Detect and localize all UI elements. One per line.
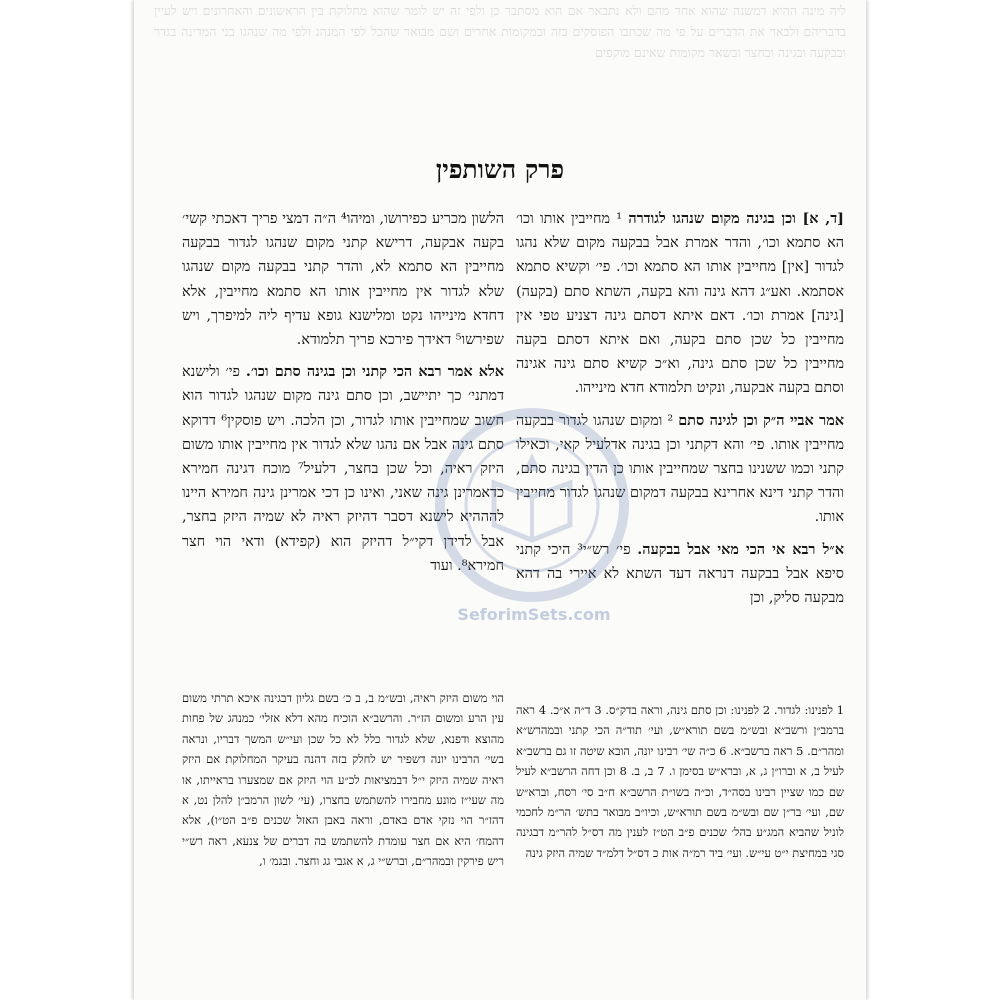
paragraph [182,207,504,352]
book-page [134,0,866,1000]
paragraph-text: פי׳ רש״י³ היכי קתני סיפא אבל בבקעה דנראה דעד השתא לא איירי בה דהא מבקעה סליק, וכן [516,541,844,607]
watermark-text: SeforimSets.com [457,605,611,624]
seal-watermark-icon [432,405,632,605]
paragraph-heading: [ד, א] וכן בגינה מקום שנהגו לגודרה [628,210,844,227]
paragraph-text: פי׳ ולישנא דמתני׳ כך יתיישב, וכן סתם גינה מקום שנהגו לגדור הוא חשוב שמחייבין אותו לגדור, וכן הלכה. ויש פוסקין⁶ דדוקא סתם גינה אבל אם נהגו שלא לגדור אין מחייבין אותו משום היזק ראיה, וכל שכן בחצר, דלעיל⁷ מוכח דגינה חמירא כדאמרינן גינה שאני, ואינו כן דכי אמרינן גינה חמירא היינו להההיא לישנא דסבר דהיזק ראיה לא שמיה היזק בחצר, אבל לדידן דקי״ל דהיזק הוא (קפידא) ודאי הוי חצר חמירא⁸. ועוד [182,364,504,574]
right-footnotes: 1 לפנינו: לגדור. 2 לפנינו: וכן סתם גינה, וראה בדק״ס. 3 ד״ה א״כ. 4 ראה ברמב״ן ורשב״א ובש״מ בשם תורא״ש, ועי׳ תוד״ה הכי קתני ובמהרש״א ומהר״ם. 5 ראה ברשב״א. 6 כ״ה שי׳ רבינו יונה, הובא שיטה זו גם ברשב״א לעיל ב, א וברו״ן ג, א, וברא״ש בסימן ו. 7 ב, ב. 8 וכן דחה הרשב״א לעיל שם כמו שציין רבינו בסה״ד, וכ״ה בשו״ת הרשב״א ח״ב סי׳ רסח, וברא״ש שם, ועי׳ בר״ן שם ובש״מ בשם תורא״ש, וכיו״ב מבואר בתש׳ הר״מ לחכמי לוניל שהביא המג״ע בהל׳ שכנים פ״ב הט״ז לענין מה דס״ל להר״מ דבגינה סגי במחיצת י״ט עי״ש. ועי׳ ביד רמ״ה אות כ דס״ל דלמ״ד שמיה היזק גינה [516,703,844,860]
chapter-title: פרק השותפין [435,155,565,184]
bleed-through-text: ליה מינה ההיא דמשנה שהוא אחד מהם ולא נתבאר אם הוא מסתבר כן ולפי זה יש לומר שהוא מחלוקת בין הראשונים והאחרונים ויש לעיין בדבריהם ולבאר את הדברים על פי מה שכתבו הפוסקים בזה ובמקומות אחרים ושם מבואר שהכל לפי המנהג ולפי מה שנהגו בני המדינה בגדר ובבקעה ובגינה ובחצר ובשאר מקומות שאינם מוקפים [154,3,846,60]
paragraph-text: ² ומקום שנהגו לגדור בבקעה מחייבין אותו. פי׳ והא דקתני וכן בגינה אדלעיל קאי, וכאילו קתני וכמו ששנינו בחצר שמחייבין אותו כן הדין בגינה סתם, והדר קתני דינא אחרינא בבקעה דמקום שנהגו לגדור מחייבין אותו. [516,412,844,526]
paragraph-text: ¹ מחייבין אותו וכו׳ הא סתמא וכו׳, והדר אמרת אבל בבקעה מקום שלא נהגו לגדור [אין] מחייבין אותו הא סתמא וכו׳. פי׳ וקשיא סתמא אסתמא. ואע״ג דהא גינה והא בקעה, השתא סתם (בקעה) [גינה] אמרת וכו׳. דאם איתא דסתם גינה דצניע טפי אין מחייבין כל שכן סתם בקעה, ואם איתא דסתם בקעה מחייבין כל שכן סתם גינה, וא״כ קשיא סתם גינה אגינה וסתם בקעה אבקעה, ונקיט תלמודא חדא מינייהו. [516,211,844,397]
paragraph-heading: אמר אביי ה״ק וכן לגינה סתם [678,411,844,429]
paragraph-heading: אלא אמר רבא הכי קתני וכן בגינה סתם וכו׳. [245,363,504,381]
left-footnotes: הוי משום היזק ראיה, ובש״מ ב, ב כ׳ בשם גליון דבגינה איכא תרתי משום עין הרע ומשום הז״ר. והרשב״א הוכיח מהא דלא אזלי׳ כמנהג של פחות מהוצא ודפנא, שלא לגדור כלל לא כל שכן ועי״ש המשך דבריו, ונראה בשי׳ הרבינו יונה דשפיר יש לחלק בזה דהנה בעיקר המחלוקת אם היזק ראיה שמיה היזק י״ל דבמציאות לכ״ע הוי היזק אם שמצערו בראייתו, או מה שעי״ז מונע מחבירו להשתמש בחצרו, (עי׳ לשון הרמב״ן להלן נט, א דהז״ר הוי נזקי אדם באדם, וראה באבן האזל שכנים פ״ב הט״ו), אלא דהמח׳ היא אם חצר עומדת להשתמש בה דברים של צנעא, ראה רש״י ריש פירקין ובמהר״ם, וברש״י ג, א אגבי גג וחצר. ובגמ׳ ו, [182,691,504,869]
paragraph-text: הלשון מכריע כפירושו, ומיהו⁴ ה״ה דמצי פריך דאכתי קשי׳ בקעה אבקעה, דרישא קתני מקום שנהגו לגדור בבקעה מחייבין הא סתמא לא, והדר קתני בבקעה מקום שנהגו שלא לגדור אין מחייבין אותו הא סתמא מחייבין, אלא דחדא מינייהו נקט ומלישנא גופא עדיף ליה למיפרך, ויש שפירשו⁵ דאידך פירכא פריך תלמודא. [182,211,504,349]
paragraph-heading: א״ל רבא אי הכי מאי אבל בבקעה. [637,540,844,558]
paragraph [516,207,844,401]
